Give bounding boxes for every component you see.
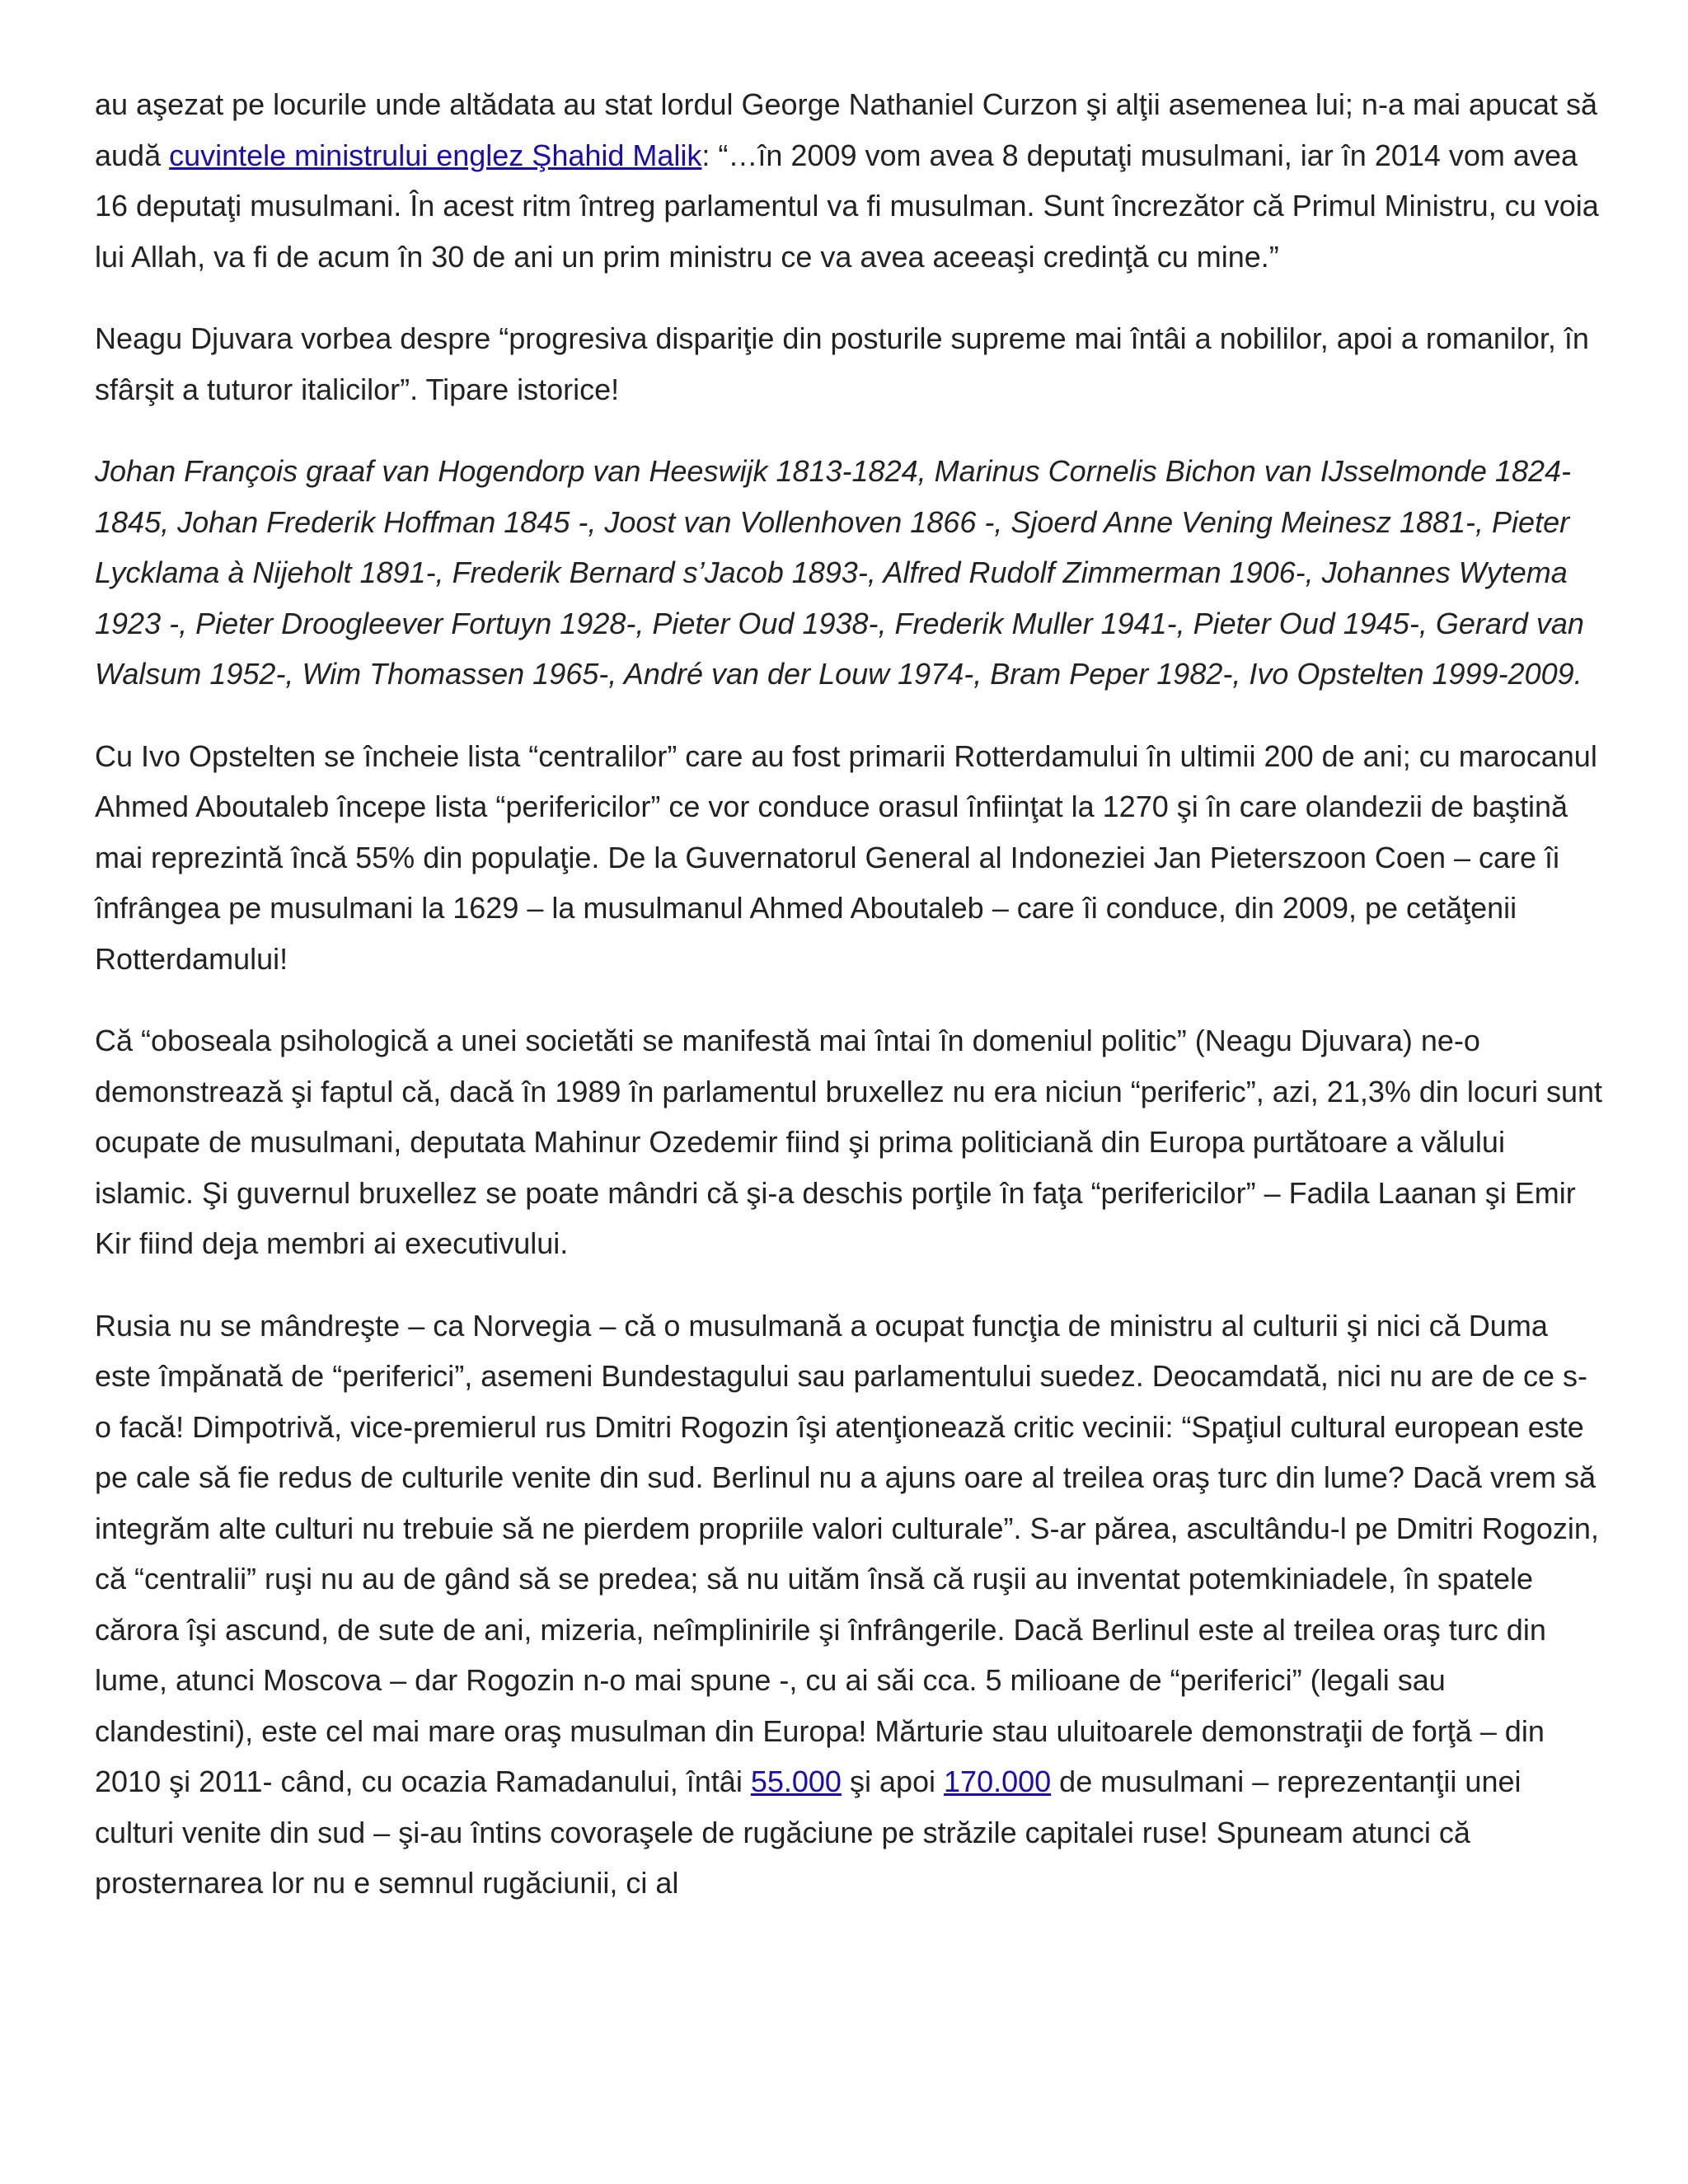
paragraph-text: Că “oboseala psihologică a unei societăti se manifestă mai întai în domeniul politic” (Neagu Djuvara) ne-o demonstrează şi faptul că, dacă în 1989 în parlamentul bruxellez nu era niciun “periferic”, azi, 21,3% din locuri sunt ocupate de musulmani, deputata Mahinur Ozedemir fiind şi prima politiciană din Europa purtătoare a vălului islamic. Şi guvernul bruxellez se poate mândri că şi-a deschis porţile în faţa “perifericilor” – Fadila Laanan şi Emir Kir fiind deja membri ai executivului.: [95, 1024, 1602, 1260]
paragraph-5: [95, 1015, 1603, 1269]
link-170000[interactable]: 170.000: [944, 1765, 1052, 1798]
link-55000[interactable]: 55.000: [750, 1765, 842, 1798]
paragraph-2: [95, 313, 1603, 415]
paragraph-text: şi apoi: [841, 1765, 945, 1798]
paragraph-text: Johan François graaf van Hogendorp van Heeswijk 1813-1824, Marinus Cornelis Bichon van IJsselmonde 1824-1845, Johan Frederik Hoffman 1845 -, Joost van Vollenhoven 1866 -, Sjoerd Anne Vening Meinesz 1881-, Pieter Lycklama à Nijeholt 1891-, Frederik Bernard s’Jacob 1893-, Alfred Rudolf Zimmerman 1906-, Johannes Wytema 1923 -, Pieter Droogleever Fortuyn 1928-, Pieter Oud 1938-, Frederik Muller 1941-, Pieter Oud 1945-, Gerard van Walsum 1952-, Wim Thomassen 1965-, André van der Louw 1974-, Bram Peper 1982-, Ivo Opstelten 1999-2009.: [95, 454, 1584, 691]
paragraph-text: de musulmani – reprezentanţii unei culturi venite din sud – şi-au întins covoraşele de rugăciune pe străzile capitalei ruse! Spuneam atunci că prosternarea lor nu e semnul rugăciunii, ci al: [95, 1765, 1522, 1900]
document-page: [95, 79, 1603, 1940]
paragraph-6: [95, 1301, 1603, 1909]
paragraph-text: Rusia nu se mândreşte – ca Norvegia – că o musulmană a ocupat funcţia de ministru al culturii şi nici că Duma este împănată de “periferici”, asemeni Bundestagului sau parlamentului suedez. Deocamdată, nici nu are de ce s-o facă! Dimpotrivă, vice-premierul rus Dmitri Rogozin îşi atenţionează critic vecinii: “Spaţiul cultural european este pe cale să fie redus de culturile venite din sud. Berlinul nu a ajuns oare al treilea oraş turc din lume? Dacă vrem să integrăm alte culturi nu trebuie să ne pierdem propriile valori culturale”. S-ar părea, ascultându-l pe Dmitri Rogozin, că “centralii” ruşi nu au de gând să se predea; să nu uităm însă că ruşii au inventat potemkiniadele, în spatele cărora îşi ascund, de sute de ani, mizeria, neîmplinirile şi înfrângerile. Dacă Berlinul este al treilea oraş turc din lume, atunci Moscova – dar Rogozin n-o mai spune -, cu ai săi cca. 5 milioane de “periferici” (legali sau clandestini), este cel mai mare oraş musulman din Europa! Mărturie stau uluitoarele demonstraţii de forţă – din 2010 şi 2011- când, cu ocazia Ramadanului, întâi: [95, 1308, 1599, 1798]
paragraph-1: [95, 79, 1603, 282]
paragraph-mayors-list: [95, 446, 1603, 700]
paragraph-text: : “…în 2009 vom avea 8 deputaţi musulmani, iar în 2014 vom avea 16 deputaţi musulmani. În acest ritm întreg parlamentul va fi musulman. Sunt încrezător că Primul Ministru, cu voia lui Allah, va fi de acum în 30 de ani un prim ministru ce va avea aceeaşi credinţă cu mine.”: [95, 138, 1599, 274]
paragraph-4: [95, 731, 1603, 985]
paragraph-text: au aşezat pe locurile unde altădata au stat lordul George Nathaniel Curzon şi alţii asemenea lui; n-a mai apucat să audă: [95, 87, 1598, 172]
paragraph-text: Cu Ivo Opstelten se încheie lista “centralilor” care au fost primarii Rotterdamului în ultimii 200 de ani; cu marocanul Ahmed Aboutaleb începe lista “perifericilor” ce vor conduce orasul înfiinţat la 1270 şi în care olandezii de baştină mai reprezintă încă 55% din populaţie. De la Guvernatorul General al Indoneziei Jan Pieterszoon Coen – care îi înfrângea pe musulmani la 1629 – la musulmanul Ahmed Aboutaleb – care îi conduce, din 2009, pe cetăţenii Rotterdamului!: [95, 738, 1597, 976]
link-shahid-malik-quote[interactable]: cuvintele ministrului englez Şhahid Malik: [169, 138, 702, 172]
paragraph-text: Neagu Djuvara vorbea despre “progresiva dispariţie din posturile supreme mai întâi a nobililor, apoi a romanilor, în sfârşit a tuturor italicilor”. Tipare istorice!: [95, 321, 1589, 406]
